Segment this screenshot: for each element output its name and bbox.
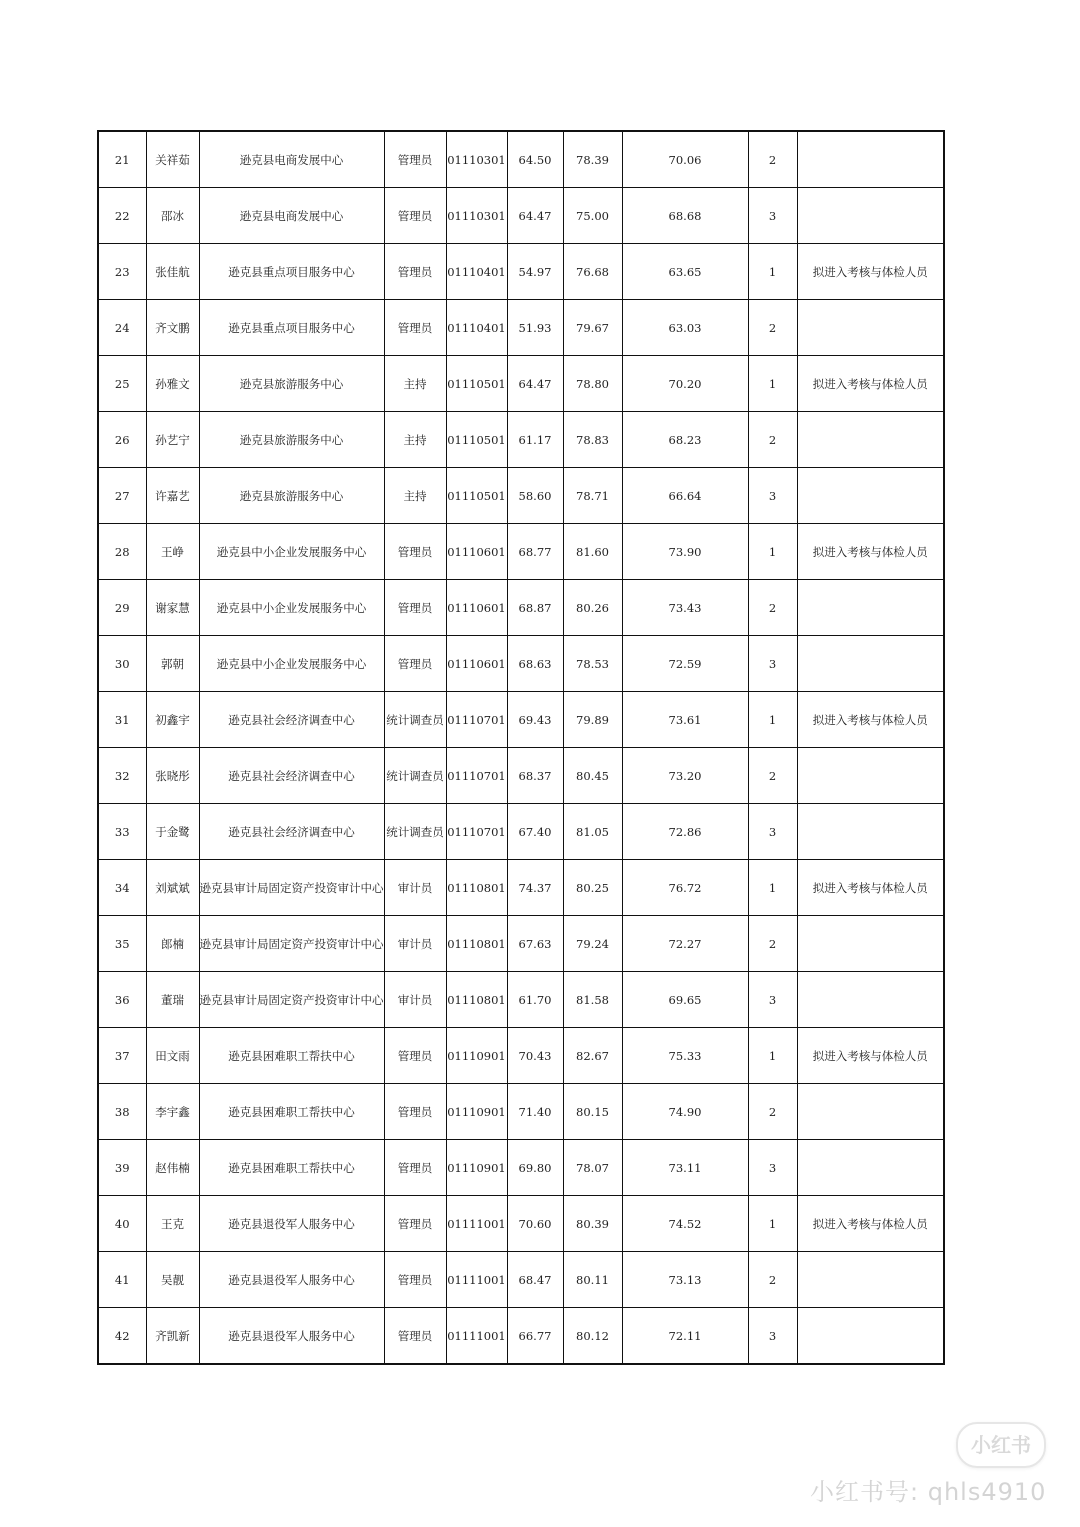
cell-no: 32 (98, 748, 146, 804)
cell-rank: 3 (748, 468, 797, 524)
table-row (98, 972, 944, 1028)
cell-interview-score: 75.00 (563, 188, 622, 244)
cell-post: 管理员 (384, 580, 446, 636)
cell-no: 31 (98, 692, 146, 748)
cell-written-score: 54.97 (507, 244, 563, 300)
cell-note (797, 300, 944, 356)
cell-post: 管理员 (384, 131, 446, 188)
cell-written-score: 69.43 (507, 692, 563, 748)
cell-note (797, 1084, 944, 1140)
table-row (98, 748, 944, 804)
cell-dept: 逊克县旅游服务中心 (199, 356, 384, 412)
cell-code: 01110401 (446, 300, 507, 356)
cell-name: 赵伟楠 (146, 1140, 199, 1196)
cell-post: 管理员 (384, 1196, 446, 1252)
cell-no: 33 (98, 804, 146, 860)
cell-note: 拟进入考核与体检人员 (797, 524, 944, 580)
cell-no: 30 (98, 636, 146, 692)
cell-rank: 3 (748, 188, 797, 244)
cell-name: 王克 (146, 1196, 199, 1252)
cell-code: 01110901 (446, 1084, 507, 1140)
cell-written-score: 68.87 (507, 580, 563, 636)
cell-note (797, 1308, 944, 1365)
cell-written-score: 61.17 (507, 412, 563, 468)
cell-code: 01110701 (446, 804, 507, 860)
cell-rank: 2 (748, 412, 797, 468)
cell-dept: 逊克县退役军人服务中心 (199, 1252, 384, 1308)
cell-dept: 逊克县困难职工帮扶中心 (199, 1028, 384, 1084)
cell-code: 01110301 (446, 131, 507, 188)
cell-dept: 逊克县困难职工帮扶中心 (199, 1084, 384, 1140)
cell-rank: 2 (748, 748, 797, 804)
cell-name: 孙艺宁 (146, 412, 199, 468)
table-row (98, 468, 944, 524)
cell-total-score: 73.11 (622, 1140, 748, 1196)
cell-name: 郎楠 (146, 916, 199, 972)
cell-note (797, 748, 944, 804)
cell-code: 01110501 (446, 356, 507, 412)
cell-post: 主持 (384, 412, 446, 468)
cell-rank: 3 (748, 1308, 797, 1365)
cell-rank: 1 (748, 692, 797, 748)
cell-written-score: 68.77 (507, 524, 563, 580)
cell-total-score: 66.64 (622, 468, 748, 524)
cell-dept: 逊克县电商发展中心 (199, 188, 384, 244)
cell-written-score: 68.37 (507, 748, 563, 804)
cell-rank: 3 (748, 804, 797, 860)
cell-total-score: 72.86 (622, 804, 748, 860)
cell-note (797, 972, 944, 1028)
cell-dept: 逊克县社会经济调查中心 (199, 748, 384, 804)
cell-note (797, 188, 944, 244)
cell-interview-score: 79.67 (563, 300, 622, 356)
cell-no: 27 (98, 468, 146, 524)
cell-name: 齐凯新 (146, 1308, 199, 1365)
cell-total-score: 73.90 (622, 524, 748, 580)
cell-code: 01110301 (446, 188, 507, 244)
cell-name: 谢家慧 (146, 580, 199, 636)
cell-post: 统计调查员 (384, 748, 446, 804)
cell-name: 初鑫宇 (146, 692, 199, 748)
cell-rank: 2 (748, 580, 797, 636)
table-row (98, 692, 944, 748)
table-row (98, 1028, 944, 1084)
watermark-account-text: 小红书号: qhls4910 (810, 1478, 1047, 1506)
cell-total-score: 73.20 (622, 748, 748, 804)
cell-code: 01110601 (446, 636, 507, 692)
cell-total-score: 70.20 (622, 356, 748, 412)
table-row (98, 1084, 944, 1140)
cell-interview-score: 80.11 (563, 1252, 622, 1308)
cell-rank: 1 (748, 1196, 797, 1252)
cell-interview-score: 76.68 (563, 244, 622, 300)
cell-total-score: 72.11 (622, 1308, 748, 1365)
cell-dept: 逊克县审计局固定资产投资审计中心 (199, 972, 384, 1028)
cell-name: 张晓彤 (146, 748, 199, 804)
cell-total-score: 73.13 (622, 1252, 748, 1308)
cell-rank: 1 (748, 244, 797, 300)
table-body (98, 131, 944, 1364)
cell-interview-score: 79.89 (563, 692, 622, 748)
cell-written-score: 70.60 (507, 1196, 563, 1252)
cell-name: 齐文鹏 (146, 300, 199, 356)
cell-rank: 1 (748, 356, 797, 412)
cell-written-score: 67.40 (507, 804, 563, 860)
cell-name: 邵冰 (146, 188, 199, 244)
cell-code: 01110701 (446, 748, 507, 804)
cell-written-score: 64.47 (507, 188, 563, 244)
cell-code: 01110601 (446, 524, 507, 580)
cell-dept: 逊克县中小企业发展服务中心 (199, 636, 384, 692)
cell-post: 统计调查员 (384, 692, 446, 748)
cell-dept: 逊克县旅游服务中心 (199, 468, 384, 524)
cell-rank: 3 (748, 972, 797, 1028)
table-row (98, 1196, 944, 1252)
cell-interview-score: 80.15 (563, 1084, 622, 1140)
cell-total-score: 63.65 (622, 244, 748, 300)
cell-code: 01111001 (446, 1252, 507, 1308)
table-row (98, 188, 944, 244)
cell-interview-score: 81.58 (563, 972, 622, 1028)
cell-post: 审计员 (384, 916, 446, 972)
cell-dept: 逊克县重点项目服务中心 (199, 244, 384, 300)
cell-interview-score: 82.67 (563, 1028, 622, 1084)
table-row (98, 412, 944, 468)
cell-note (797, 1252, 944, 1308)
cell-post: 审计员 (384, 972, 446, 1028)
cell-written-score: 64.50 (507, 131, 563, 188)
cell-post: 主持 (384, 468, 446, 524)
cell-interview-score: 80.12 (563, 1308, 622, 1365)
cell-no: 40 (98, 1196, 146, 1252)
cell-total-score: 69.65 (622, 972, 748, 1028)
cell-code: 01110801 (446, 860, 507, 916)
cell-note (797, 804, 944, 860)
cell-interview-score: 78.53 (563, 636, 622, 692)
cell-total-score: 73.61 (622, 692, 748, 748)
table-row (98, 580, 944, 636)
cell-note (797, 1140, 944, 1196)
cell-post: 管理员 (384, 1308, 446, 1365)
cell-no: 28 (98, 524, 146, 580)
cell-code: 01110801 (446, 972, 507, 1028)
cell-name: 刘斌斌 (146, 860, 199, 916)
cell-dept: 逊克县困难职工帮扶中心 (199, 1140, 384, 1196)
cell-code: 01110401 (446, 244, 507, 300)
cell-written-score: 61.70 (507, 972, 563, 1028)
cell-note (797, 131, 944, 188)
cell-total-score: 72.59 (622, 636, 748, 692)
cell-no: 35 (98, 916, 146, 972)
cell-post: 管理员 (384, 244, 446, 300)
cell-dept: 逊克县审计局固定资产投资审计中心 (199, 860, 384, 916)
cell-interview-score: 78.07 (563, 1140, 622, 1196)
cell-dept: 逊克县重点项目服务中心 (199, 300, 384, 356)
cell-no: 24 (98, 300, 146, 356)
table-row (98, 916, 944, 972)
cell-rank: 1 (748, 524, 797, 580)
cell-dept: 逊克县审计局固定资产投资审计中心 (199, 916, 384, 972)
cell-no: 25 (98, 356, 146, 412)
cell-written-score: 68.47 (507, 1252, 563, 1308)
table-row (98, 1308, 944, 1365)
table-row (98, 860, 944, 916)
cell-no: 22 (98, 188, 146, 244)
cell-no: 36 (98, 972, 146, 1028)
cell-no: 41 (98, 1252, 146, 1308)
cell-rank: 3 (748, 636, 797, 692)
cell-total-score: 76.72 (622, 860, 748, 916)
cell-post: 管理员 (384, 1084, 446, 1140)
table-row (98, 524, 944, 580)
cell-name: 张佳航 (146, 244, 199, 300)
cell-code: 01110501 (446, 412, 507, 468)
cell-no: 29 (98, 580, 146, 636)
cell-interview-score: 81.60 (563, 524, 622, 580)
cell-name: 郭朝 (146, 636, 199, 692)
cell-rank: 2 (748, 1084, 797, 1140)
cell-note (797, 916, 944, 972)
cell-code: 01111001 (446, 1308, 507, 1365)
cell-written-score: 58.60 (507, 468, 563, 524)
cell-name: 田文雨 (146, 1028, 199, 1084)
cell-no: 23 (98, 244, 146, 300)
cell-interview-score: 78.71 (563, 468, 622, 524)
cell-no: 37 (98, 1028, 146, 1084)
table-row (98, 356, 944, 412)
cell-post: 管理员 (384, 1140, 446, 1196)
cell-interview-score: 78.39 (563, 131, 622, 188)
cell-name: 李宇鑫 (146, 1084, 199, 1140)
cell-note: 拟进入考核与体检人员 (797, 860, 944, 916)
cell-post: 审计员 (384, 860, 446, 916)
cell-note (797, 412, 944, 468)
cell-total-score: 74.52 (622, 1196, 748, 1252)
cell-note (797, 636, 944, 692)
cell-rank: 2 (748, 916, 797, 972)
cell-no: 38 (98, 1084, 146, 1140)
score-table (97, 130, 945, 1365)
cell-interview-score: 81.05 (563, 804, 622, 860)
cell-name: 关祥茹 (146, 131, 199, 188)
cell-no: 21 (98, 131, 146, 188)
cell-written-score: 68.63 (507, 636, 563, 692)
cell-rank: 1 (748, 1028, 797, 1084)
cell-code: 01110701 (446, 692, 507, 748)
cell-interview-score: 78.80 (563, 356, 622, 412)
cell-no: 26 (98, 412, 146, 468)
cell-rank: 2 (748, 131, 797, 188)
cell-written-score: 71.40 (507, 1084, 563, 1140)
cell-code: 01110501 (446, 468, 507, 524)
table-row (98, 1140, 944, 1196)
cell-post: 管理员 (384, 188, 446, 244)
cell-name: 于金鹭 (146, 804, 199, 860)
cell-dept: 逊克县中小企业发展服务中心 (199, 524, 384, 580)
cell-post: 主持 (384, 356, 446, 412)
cell-note (797, 468, 944, 524)
cell-code: 01110901 (446, 1140, 507, 1196)
cell-interview-score: 79.24 (563, 916, 622, 972)
cell-no: 39 (98, 1140, 146, 1196)
cell-written-score: 69.80 (507, 1140, 563, 1196)
cell-name: 吴靓 (146, 1252, 199, 1308)
cell-total-score: 72.27 (622, 916, 748, 972)
cell-written-score: 66.77 (507, 1308, 563, 1365)
cell-interview-score: 80.39 (563, 1196, 622, 1252)
cell-name: 许嘉艺 (146, 468, 199, 524)
cell-dept: 逊克县社会经济调查中心 (199, 804, 384, 860)
cell-total-score: 73.43 (622, 580, 748, 636)
cell-total-score: 70.06 (622, 131, 748, 188)
cell-code: 01111001 (446, 1196, 507, 1252)
cell-post: 管理员 (384, 524, 446, 580)
cell-note: 拟进入考核与体检人员 (797, 1196, 944, 1252)
cell-total-score: 68.23 (622, 412, 748, 468)
cell-note: 拟进入考核与体检人员 (797, 692, 944, 748)
cell-note: 拟进入考核与体检人员 (797, 244, 944, 300)
cell-rank: 2 (748, 300, 797, 356)
cell-post: 管理员 (384, 300, 446, 356)
cell-written-score: 74.37 (507, 860, 563, 916)
cell-code: 01110801 (446, 916, 507, 972)
cell-rank: 3 (748, 1140, 797, 1196)
cell-written-score: 51.93 (507, 300, 563, 356)
cell-total-score: 74.90 (622, 1084, 748, 1140)
cell-written-score: 64.47 (507, 356, 563, 412)
cell-no: 34 (98, 860, 146, 916)
cell-interview-score: 80.26 (563, 580, 622, 636)
cell-dept: 逊克县中小企业发展服务中心 (199, 580, 384, 636)
cell-interview-score: 78.83 (563, 412, 622, 468)
cell-dept: 逊克县退役军人服务中心 (199, 1196, 384, 1252)
cell-dept: 逊克县退役军人服务中心 (199, 1308, 384, 1365)
cell-rank: 1 (748, 860, 797, 916)
cell-note: 拟进入考核与体检人员 (797, 356, 944, 412)
cell-post: 管理员 (384, 1252, 446, 1308)
cell-interview-score: 80.45 (563, 748, 622, 804)
cell-dept: 逊克县电商发展中心 (199, 131, 384, 188)
table-row (98, 636, 944, 692)
cell-written-score: 70.43 (507, 1028, 563, 1084)
cell-code: 01110901 (446, 1028, 507, 1084)
cell-dept: 逊克县旅游服务中心 (199, 412, 384, 468)
cell-name: 董瑞 (146, 972, 199, 1028)
table-row (98, 131, 944, 188)
cell-note: 拟进入考核与体检人员 (797, 1028, 944, 1084)
cell-interview-score: 80.25 (563, 860, 622, 916)
cell-post: 管理员 (384, 1028, 446, 1084)
cell-name: 孙雅文 (146, 356, 199, 412)
cell-name: 王峥 (146, 524, 199, 580)
cell-written-score: 67.63 (507, 916, 563, 972)
cell-post: 统计调查员 (384, 804, 446, 860)
cell-note (797, 580, 944, 636)
watermark-logo: 小红书 (956, 1422, 1046, 1468)
table-row (98, 300, 944, 356)
cell-total-score: 75.33 (622, 1028, 748, 1084)
cell-total-score: 63.03 (622, 300, 748, 356)
table-row (98, 1252, 944, 1308)
cell-post: 管理员 (384, 636, 446, 692)
table-row (98, 244, 944, 300)
cell-total-score: 68.68 (622, 188, 748, 244)
cell-code: 01110601 (446, 580, 507, 636)
cell-no: 42 (98, 1308, 146, 1365)
cell-rank: 2 (748, 1252, 797, 1308)
cell-dept: 逊克县社会经济调查中心 (199, 692, 384, 748)
table-row (98, 804, 944, 860)
